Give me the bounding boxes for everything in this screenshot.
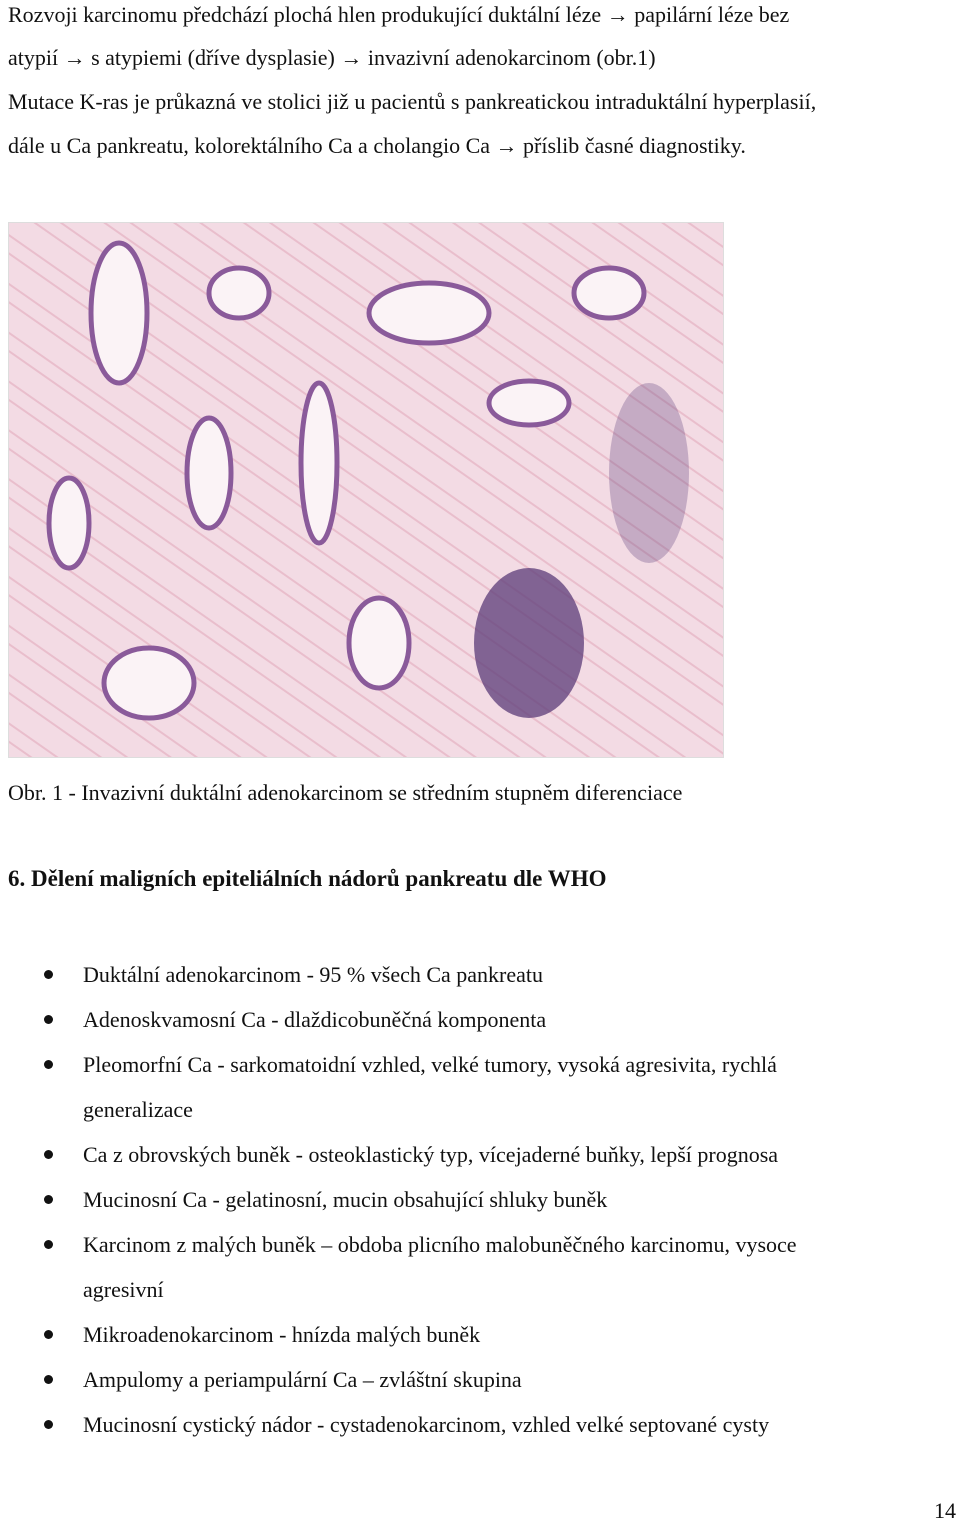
list-item-text: Mucinosní Ca - gelatinosní, mucin obsahující shluky buněk [83,1187,608,1212]
bullet-icon [44,1015,53,1024]
list-item [0,1177,960,1222]
bullet-icon [44,1375,53,1384]
bullet-icon [44,970,53,979]
figure-caption: Obr. 1 - Invazivní duktální adenokarcinom se středním stupněm diferenciace [8,780,683,805]
bullet-icon [44,1330,53,1339]
list-item [0,952,960,997]
bullet-icon [44,1195,53,1204]
list-item-text: Ampulomy a periampulární Ca – zvláštní skupina [83,1367,522,1392]
intro-line-2: atypií → s atypiemi (dříve dysplasie) → invazivní adenokarcinom (obr.1) [8,45,656,70]
section-heading: 6. Dělení maligních epiteliálních nádorů pankreatu dle WHO [8,866,607,891]
list-item [0,997,960,1042]
histology-image [8,222,724,758]
list-item-text: Mucinosní cystický nádor - cystadenokarcinom, vzhled velké septované cysty [83,1412,770,1437]
list-item-text: Duktální adenokarcinom - 95 % všech Ca pankreatu [83,962,544,987]
intro-line-3: Mutace K-ras je průkazná ve stolici již u pacientů s pankreatickou intraduktální hyperplasií, [8,89,817,114]
histology-illustration [9,223,723,757]
list-item-text: Pleomorfní Ca - sarkomatoidní vzhled, velké tumory, vysoká agresivita, rychlá [83,1052,777,1077]
list-item [0,1042,960,1132]
intro-line-1: Rozvoji karcinomu předchází plochá hlen produkující duktální léze → papilární léze bez [8,2,790,27]
list-item-text: Mikroadenokarcinom - hnízda malých buněk [83,1322,481,1347]
list-item [0,1222,960,1312]
list-item-continuation: generalizace [83,1097,193,1122]
list-item [0,1402,960,1447]
bullet-icon [44,1240,53,1249]
list-item-text: Ca z obrovských buněk - osteoklastický typ, vícejaderné buňky, lepší prognosa [83,1142,779,1167]
list-item [0,1132,960,1177]
bullet-icon [44,1060,53,1069]
list-item-text: Adenoskvamosní Ca - dlaždicobuněčná komponenta [83,1007,547,1032]
classification-list [0,952,960,1447]
list-item-continuation: agresivní [83,1277,164,1302]
bullet-icon [44,1150,53,1159]
list-item [0,1312,960,1357]
bullet-icon [44,1420,53,1429]
list-item [0,1357,960,1402]
list-item-text: Karcinom z malých buněk – obdoba plicního malobuněčného karcinomu, vysoce [83,1232,797,1257]
page-number: 14 [934,1498,956,1523]
intro-line-4: dále u Ca pankreatu, kolorektálního Ca a cholangio Ca → příslib časné diagnostiky. [8,133,746,158]
